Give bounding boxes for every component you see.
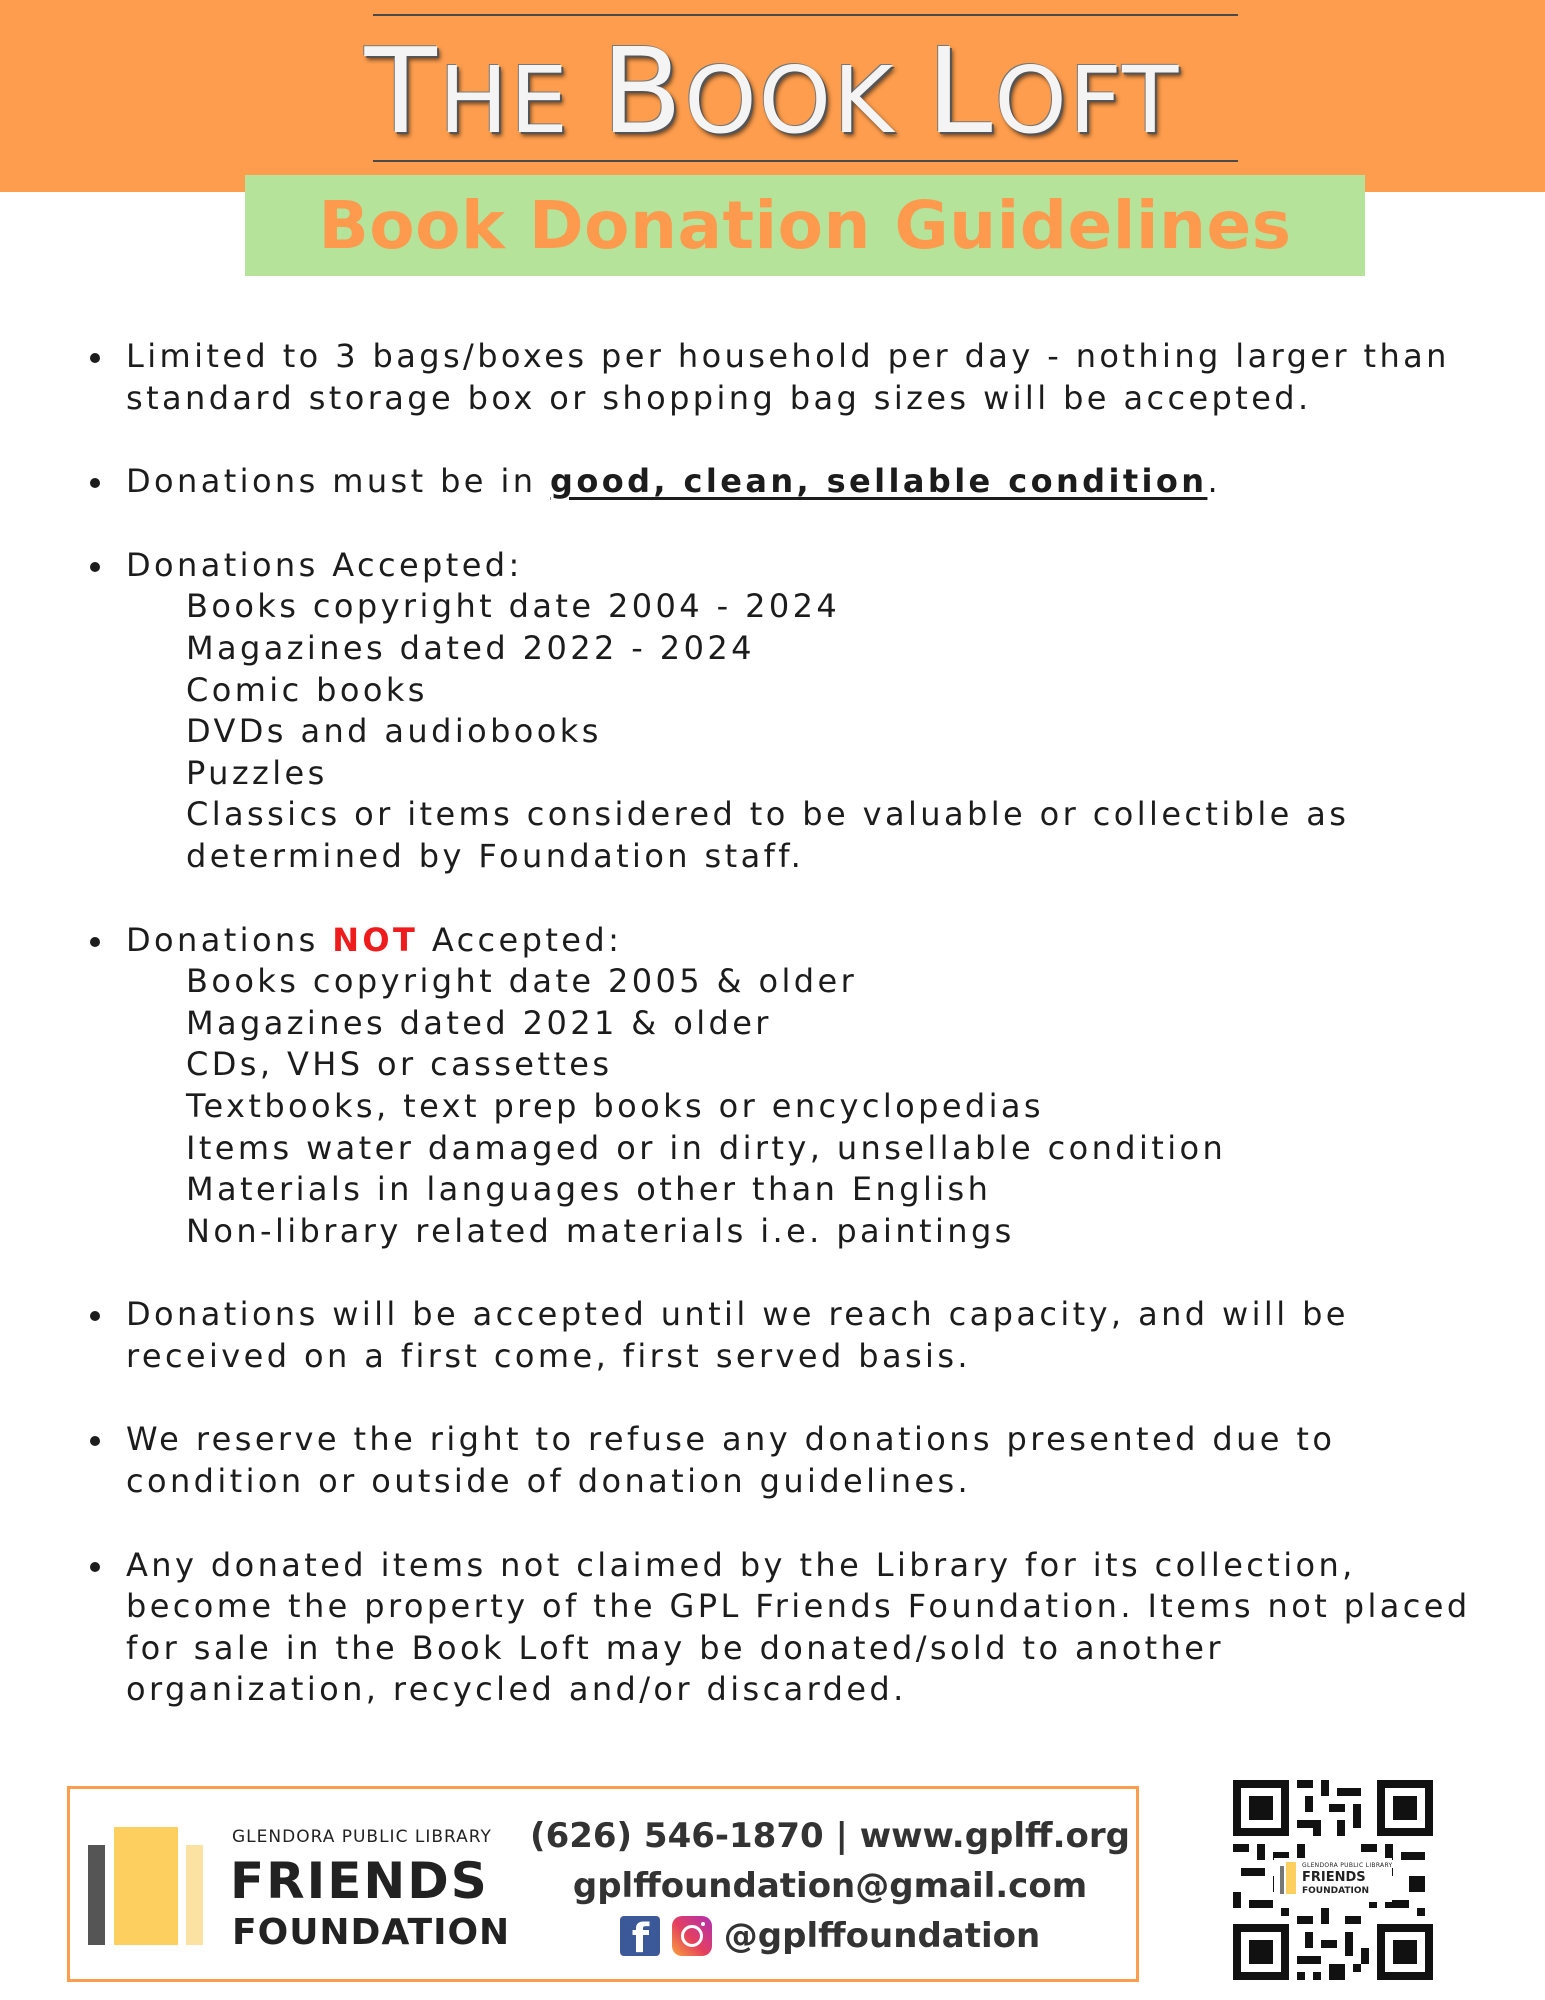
- not-accepted-item: Items water damaged or in dirty, unsellable condition: [186, 1128, 1227, 1167]
- accepted-items: [126, 586, 1490, 877]
- not-accepted-item: Books copyright date 2005 & older: [186, 962, 858, 1001]
- not-accepted-item: CDs, VHS or cassettes: [186, 1045, 613, 1084]
- contact-info: [530, 1811, 1130, 1961]
- social-row: [530, 1911, 1130, 1961]
- logo-word-friends: FRIENDS: [230, 1852, 489, 1910]
- accepted-item: Classics or items considered to be valuable or collectible as determined by Foundation staff.: [186, 795, 1350, 875]
- title-letter: L: [926, 22, 995, 160]
- accepted-item: DVDs and audiobooks: [186, 712, 602, 751]
- logo-bar-dark: [88, 1845, 105, 1945]
- page-title: [0, 22, 1545, 166]
- logo-bar-gold: [114, 1827, 178, 1945]
- logo-word-foundation: FOUNDATION: [232, 1912, 511, 1953]
- not-accepted-item: Textbooks, text prep books or encyclopedias: [186, 1086, 1044, 1125]
- guideline-text: Any donated items not claimed by the Library for its collection, become the property of the GPL Friends Foundation. Items not placed for sale in the Book Loft may be donated/sold to another organization, recycled and/or discarded.: [126, 1545, 1471, 1709]
- facebook-icon[interactable]: [620, 1916, 660, 1956]
- instagram-icon[interactable]: [672, 1916, 712, 1956]
- logo-bar-light: [186, 1845, 203, 1945]
- guidelines-list: [90, 336, 1490, 1753]
- logo-eyebrow: GLENDORA PUBLIC LIBRARY: [232, 1827, 492, 1847]
- condition-emphasis: good, clean, sellable condition: [550, 462, 1208, 501]
- guideline-text: Donations must be in: [126, 462, 551, 501]
- guideline-limit: [90, 336, 1490, 419]
- qr-logo-word-friends: FRIENDS: [1302, 1870, 1366, 1885]
- not-accepted-item: Materials in languages other than English: [186, 1170, 992, 1209]
- not-accepted-items: [126, 961, 1490, 1252]
- footer-contact-box: [67, 1786, 1139, 1982]
- title-letter: T: [364, 22, 439, 160]
- title-letter: B: [601, 22, 685, 160]
- guideline-accepted: [90, 545, 1490, 878]
- not-accepted-item: Magazines dated 2021 & older: [186, 1003, 772, 1042]
- accepted-item: Puzzles: [186, 753, 328, 792]
- guideline-text: .: [1207, 462, 1222, 501]
- accepted-item: Magazines dated 2022 - 2024: [186, 628, 755, 667]
- qr-logo-bar-gold: [1286, 1862, 1296, 1894]
- guideline-text: Limited to 3 bags/boxes per household per day - nothing larger than standard storage box or shopping bag sizes will be accepted.: [126, 337, 1450, 417]
- not-accepted-heading-suffix: Accepted:: [418, 920, 623, 959]
- title-rest: OOK: [684, 47, 927, 154]
- guideline-text: We reserve the right to refuse any donations presented due to condition or outside of donation guidelines.: [126, 1420, 1336, 1501]
- phone-web[interactable]: (626) 546-1870 | www.gplff.org: [530, 1816, 1130, 1856]
- qr-logo-eyebrow: GLENDORA PUBLIC LIBRARY: [1302, 1862, 1393, 1869]
- guideline-capacity: [90, 1294, 1490, 1377]
- qr-logo-bar-dark: [1280, 1866, 1284, 1894]
- guideline-property: [90, 1545, 1490, 1711]
- accepted-item: Comic books: [186, 670, 428, 709]
- guideline-refuse: [90, 1419, 1490, 1502]
- guideline-not-accepted: [90, 920, 1490, 1253]
- not-accepted-item: Non-library related materials i.e. paintings: [186, 1211, 1015, 1250]
- foundation-logo-icon: [88, 1827, 203, 1945]
- guideline-condition: [90, 461, 1490, 503]
- guideline-text: Donations will be accepted until we reach capacity, and will be received on a first come, first served basis.: [126, 1295, 1349, 1375]
- title-rest: HE: [438, 47, 602, 154]
- not-emphasis: NOT: [332, 920, 419, 959]
- subtitle: Book Donation Guidelines: [318, 187, 1292, 264]
- accepted-item: Books copyright date 2004 - 2024: [186, 587, 841, 626]
- not-accepted-heading-prefix: Donations: [126, 920, 333, 959]
- title-rest: OFT: [994, 47, 1181, 154]
- social-handle[interactable]: @gplffoundation: [723, 1916, 1041, 1956]
- email-link[interactable]: gplffoundation@gmail.com: [572, 1866, 1088, 1906]
- qr-logo-word-foundation: FOUNDATION: [1302, 1886, 1370, 1896]
- subtitle-banner: [245, 175, 1365, 276]
- title-rule-top: [373, 14, 1238, 16]
- accepted-heading: Donations Accepted:: [126, 545, 523, 584]
